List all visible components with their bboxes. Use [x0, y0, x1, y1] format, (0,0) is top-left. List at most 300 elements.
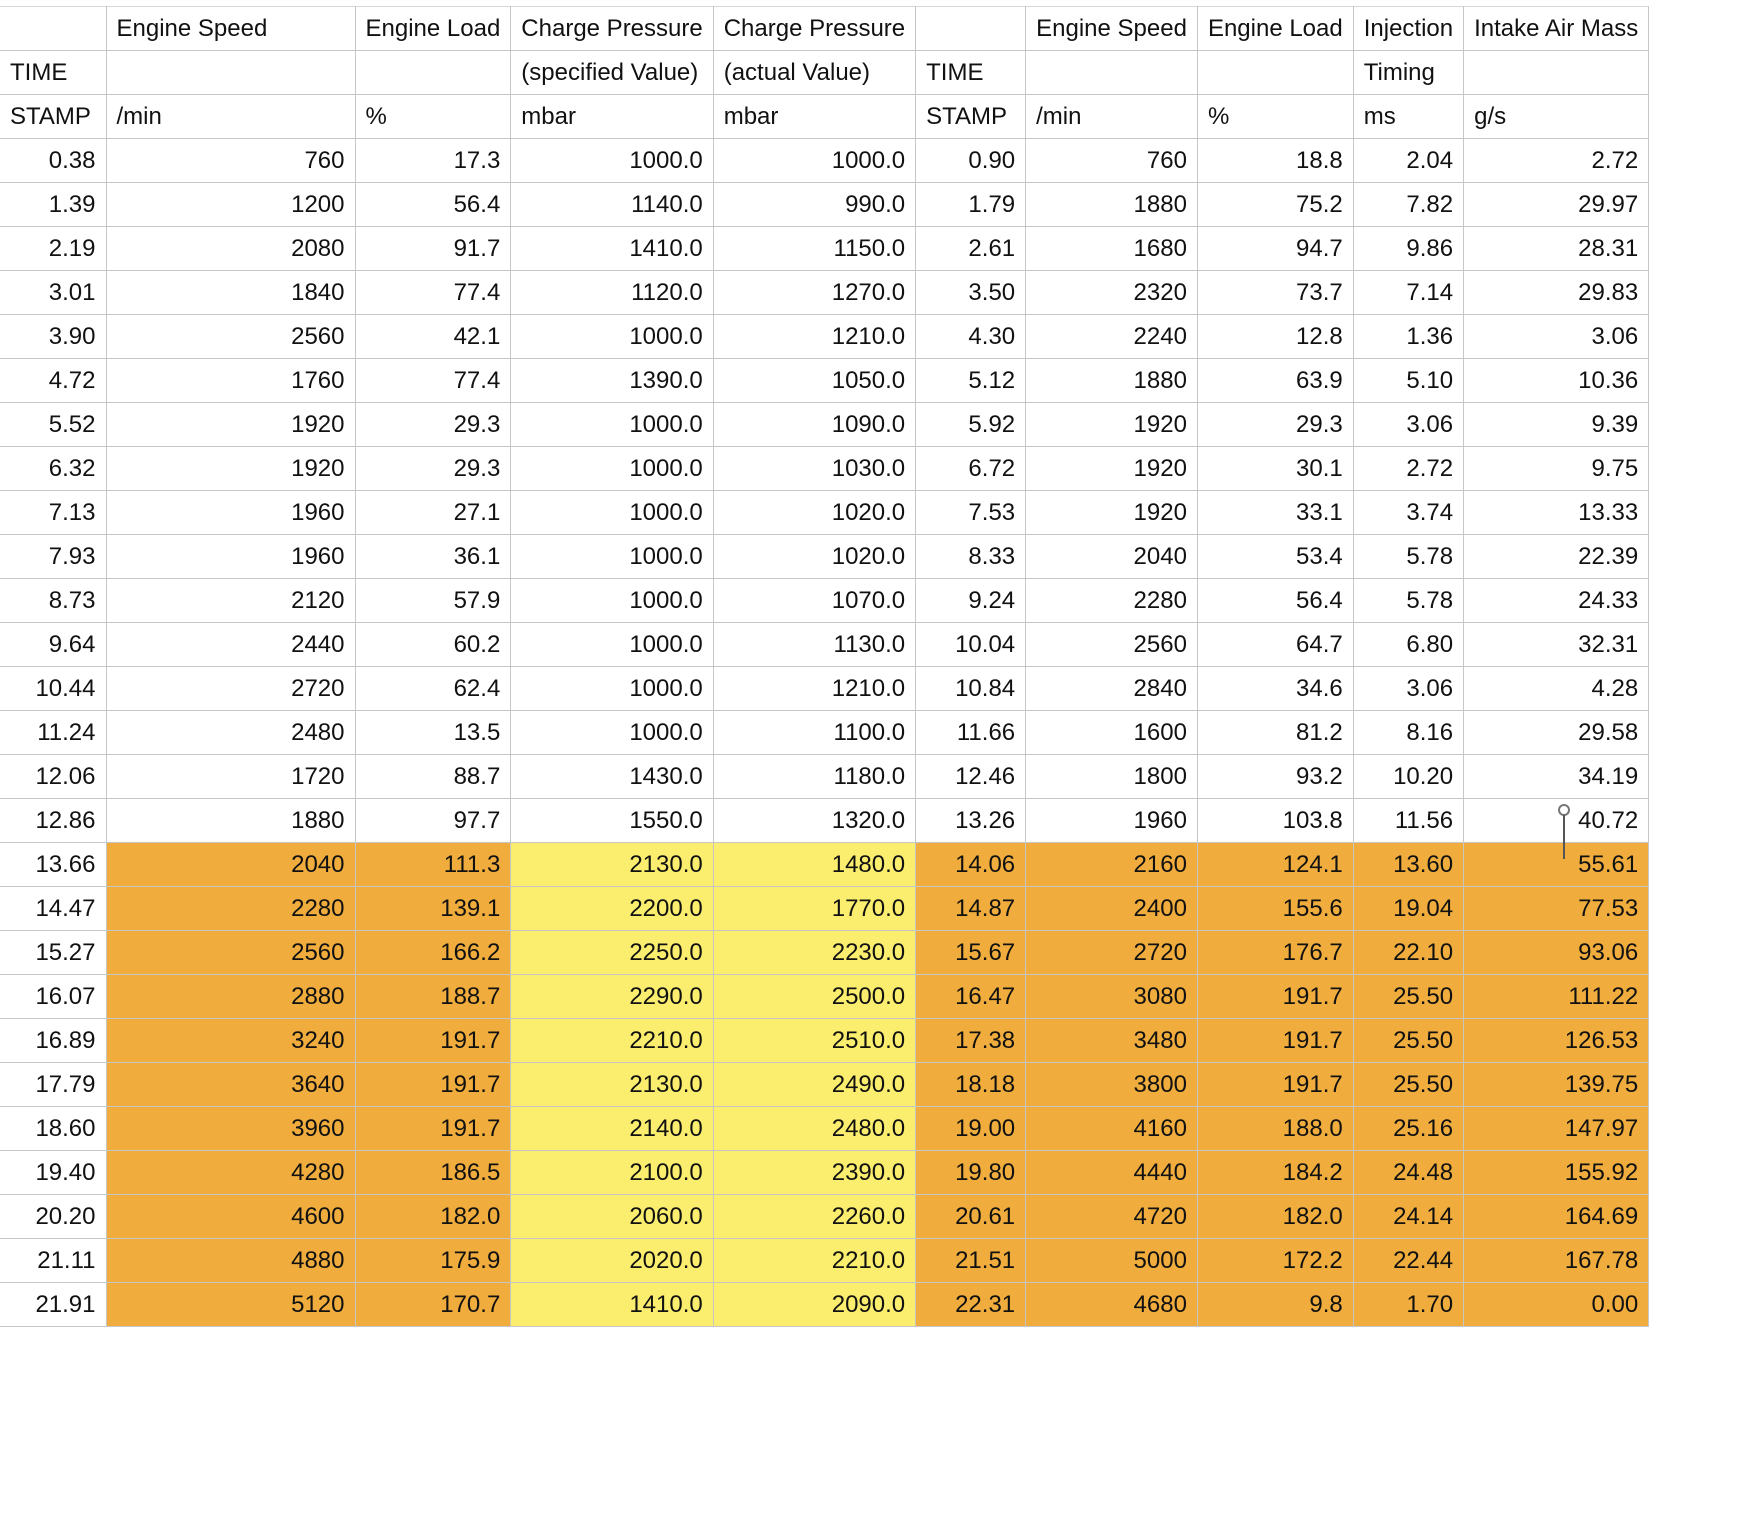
- data-cell[interactable]: 5120: [106, 1283, 355, 1327]
- data-cell[interactable]: 40.72: [1464, 799, 1649, 843]
- header-cell[interactable]: ms: [1353, 95, 1463, 139]
- data-cell[interactable]: 7.82: [1353, 183, 1463, 227]
- data-cell[interactable]: 2840: [1026, 667, 1198, 711]
- data-cell[interactable]: 14.06: [916, 843, 1026, 887]
- data-cell[interactable]: 25.50: [1353, 1019, 1463, 1063]
- data-cell[interactable]: 25.50: [1353, 1063, 1463, 1107]
- data-cell[interactable]: 15.27: [0, 931, 106, 975]
- data-cell[interactable]: 21.91: [0, 1283, 106, 1327]
- data-cell[interactable]: 6.72: [916, 447, 1026, 491]
- data-cell[interactable]: 2160: [1026, 843, 1198, 887]
- data-cell[interactable]: 97.7: [355, 799, 511, 843]
- data-cell[interactable]: 3800: [1026, 1063, 1198, 1107]
- data-cell[interactable]: 1920: [1026, 403, 1198, 447]
- data-cell[interactable]: 1000.0: [511, 667, 713, 711]
- data-cell[interactable]: 2390.0: [713, 1151, 915, 1195]
- data-cell[interactable]: 7.53: [916, 491, 1026, 535]
- header-cell[interactable]: [916, 7, 1026, 51]
- data-cell[interactable]: 77.4: [355, 359, 511, 403]
- data-cell[interactable]: 15.67: [916, 931, 1026, 975]
- data-cell[interactable]: 7.14: [1353, 271, 1463, 315]
- data-cell[interactable]: 2510.0: [713, 1019, 915, 1063]
- data-cell[interactable]: 5.78: [1353, 535, 1463, 579]
- data-cell[interactable]: 17.3: [355, 139, 511, 183]
- data-cell[interactable]: 1000.0: [511, 711, 713, 755]
- data-cell[interactable]: 1880: [1026, 359, 1198, 403]
- data-cell[interactable]: 4680: [1026, 1283, 1198, 1327]
- data-cell[interactable]: 191.7: [355, 1107, 511, 1151]
- data-cell[interactable]: 2280: [1026, 579, 1198, 623]
- data-cell[interactable]: 16.89: [0, 1019, 106, 1063]
- data-cell[interactable]: 13.66: [0, 843, 106, 887]
- data-cell[interactable]: 11.56: [1353, 799, 1463, 843]
- data-cell[interactable]: 124.1: [1197, 843, 1353, 887]
- header-cell[interactable]: TIME: [0, 51, 106, 95]
- data-cell[interactable]: 5.92: [916, 403, 1026, 447]
- data-cell[interactable]: 1150.0: [713, 227, 915, 271]
- data-cell[interactable]: 6.80: [1353, 623, 1463, 667]
- data-cell[interactable]: 21.11: [0, 1239, 106, 1283]
- header-cell[interactable]: Engine Speed: [1026, 7, 1198, 51]
- data-cell[interactable]: 2.04: [1353, 139, 1463, 183]
- data-cell[interactable]: 2130.0: [511, 1063, 713, 1107]
- data-cell[interactable]: 94.7: [1197, 227, 1353, 271]
- data-cell[interactable]: 1880: [106, 799, 355, 843]
- data-cell[interactable]: 2260.0: [713, 1195, 915, 1239]
- data-cell[interactable]: 155.92: [1464, 1151, 1649, 1195]
- data-cell[interactable]: 126.53: [1464, 1019, 1649, 1063]
- data-cell[interactable]: 1.36: [1353, 315, 1463, 359]
- data-cell[interactable]: 170.7: [355, 1283, 511, 1327]
- data-cell[interactable]: 9.24: [916, 579, 1026, 623]
- data-cell[interactable]: 17.79: [0, 1063, 106, 1107]
- data-cell[interactable]: 191.7: [355, 1019, 511, 1063]
- data-cell[interactable]: 8.33: [916, 535, 1026, 579]
- data-cell[interactable]: 1770.0: [713, 887, 915, 931]
- data-cell[interactable]: 2400: [1026, 887, 1198, 931]
- data-cell[interactable]: 75.2: [1197, 183, 1353, 227]
- data-cell[interactable]: 29.83: [1464, 271, 1649, 315]
- data-cell[interactable]: 1.39: [0, 183, 106, 227]
- data-cell[interactable]: 24.14: [1353, 1195, 1463, 1239]
- data-cell[interactable]: 147.97: [1464, 1107, 1649, 1151]
- data-cell[interactable]: 57.9: [355, 579, 511, 623]
- data-cell[interactable]: 1920: [1026, 447, 1198, 491]
- data-cell[interactable]: 24.48: [1353, 1151, 1463, 1195]
- data-cell[interactable]: 18.8: [1197, 139, 1353, 183]
- header-cell[interactable]: [355, 51, 511, 95]
- data-cell[interactable]: 1000.0: [511, 579, 713, 623]
- data-cell[interactable]: 5000: [1026, 1239, 1198, 1283]
- data-cell[interactable]: 73.7: [1197, 271, 1353, 315]
- data-cell[interactable]: 19.00: [916, 1107, 1026, 1151]
- data-cell[interactable]: 20.20: [0, 1195, 106, 1239]
- data-cell[interactable]: 1.79: [916, 183, 1026, 227]
- header-cell[interactable]: [106, 51, 355, 95]
- data-cell[interactable]: 4.72: [0, 359, 106, 403]
- data-cell[interactable]: 12.06: [0, 755, 106, 799]
- data-cell[interactable]: 4440: [1026, 1151, 1198, 1195]
- data-cell[interactable]: 25.16: [1353, 1107, 1463, 1151]
- data-cell[interactable]: 3.90: [0, 315, 106, 359]
- data-cell[interactable]: 4880: [106, 1239, 355, 1283]
- data-cell[interactable]: 1.70: [1353, 1283, 1463, 1327]
- data-cell[interactable]: 2120: [106, 579, 355, 623]
- data-cell[interactable]: 1920: [106, 447, 355, 491]
- data-cell[interactable]: 62.4: [355, 667, 511, 711]
- data-cell[interactable]: 16.07: [0, 975, 106, 1019]
- header-cell[interactable]: Engine Load: [1197, 7, 1353, 51]
- data-cell[interactable]: 172.2: [1197, 1239, 1353, 1283]
- data-cell[interactable]: 10.36: [1464, 359, 1649, 403]
- data-cell[interactable]: 2720: [1026, 931, 1198, 975]
- header-cell[interactable]: (specified Value): [511, 51, 713, 95]
- data-cell[interactable]: 10.84: [916, 667, 1026, 711]
- data-cell[interactable]: 4.28: [1464, 667, 1649, 711]
- data-cell[interactable]: 1000.0: [511, 535, 713, 579]
- data-cell[interactable]: 42.1: [355, 315, 511, 359]
- data-cell[interactable]: 1030.0: [713, 447, 915, 491]
- data-cell[interactable]: 13.26: [916, 799, 1026, 843]
- data-cell[interactable]: 9.8: [1197, 1283, 1353, 1327]
- data-cell[interactable]: 175.9: [355, 1239, 511, 1283]
- data-cell[interactable]: 3.01: [0, 271, 106, 315]
- data-cell[interactable]: 1920: [106, 403, 355, 447]
- data-cell[interactable]: 1840: [106, 271, 355, 315]
- data-cell[interactable]: 1550.0: [511, 799, 713, 843]
- data-cell[interactable]: 13.5: [355, 711, 511, 755]
- data-cell[interactable]: 2020.0: [511, 1239, 713, 1283]
- header-cell[interactable]: Engine Speed: [106, 7, 355, 51]
- data-cell[interactable]: 111.3: [355, 843, 511, 887]
- data-cell[interactable]: 4720: [1026, 1195, 1198, 1239]
- data-cell[interactable]: 36.1: [355, 535, 511, 579]
- data-cell[interactable]: 32.31: [1464, 623, 1649, 667]
- data-cell[interactable]: 1090.0: [713, 403, 915, 447]
- data-cell[interactable]: 2.19: [0, 227, 106, 271]
- data-cell[interactable]: 1960: [106, 491, 355, 535]
- data-cell[interactable]: 12.8: [1197, 315, 1353, 359]
- data-cell[interactable]: 1000.0: [511, 447, 713, 491]
- data-cell[interactable]: 760: [106, 139, 355, 183]
- data-cell[interactable]: 5.52: [0, 403, 106, 447]
- data-cell[interactable]: 1880: [1026, 183, 1198, 227]
- data-cell[interactable]: 1020.0: [713, 491, 915, 535]
- header-cell[interactable]: /min: [1026, 95, 1198, 139]
- data-cell[interactable]: 0.38: [0, 139, 106, 183]
- header-cell[interactable]: Charge Pressure: [713, 7, 915, 51]
- data-cell[interactable]: 2480.0: [713, 1107, 915, 1151]
- data-cell[interactable]: 1100.0: [713, 711, 915, 755]
- data-cell[interactable]: 139.75: [1464, 1063, 1649, 1107]
- header-cell[interactable]: Injection: [1353, 7, 1463, 51]
- data-cell[interactable]: 29.3: [355, 447, 511, 491]
- data-cell[interactable]: 4160: [1026, 1107, 1198, 1151]
- data-cell[interactable]: 29.3: [355, 403, 511, 447]
- data-cell[interactable]: 8.16: [1353, 711, 1463, 755]
- data-cell[interactable]: 5.12: [916, 359, 1026, 403]
- data-cell[interactable]: 77.53: [1464, 887, 1649, 931]
- data-cell[interactable]: 188.7: [355, 975, 511, 1019]
- data-cell[interactable]: 167.78: [1464, 1239, 1649, 1283]
- data-cell[interactable]: 22.10: [1353, 931, 1463, 975]
- data-cell[interactable]: 14.87: [916, 887, 1026, 931]
- header-cell[interactable]: (actual Value): [713, 51, 915, 95]
- data-cell[interactable]: 53.4: [1197, 535, 1353, 579]
- data-cell[interactable]: 10.04: [916, 623, 1026, 667]
- data-cell[interactable]: 24.33: [1464, 579, 1649, 623]
- data-cell[interactable]: 1920: [1026, 491, 1198, 535]
- data-cell[interactable]: 2.72: [1353, 447, 1463, 491]
- data-cell[interactable]: 22.44: [1353, 1239, 1463, 1283]
- data-cell[interactable]: 1430.0: [511, 755, 713, 799]
- data-cell[interactable]: 2320: [1026, 271, 1198, 315]
- data-cell[interactable]: 22.31: [916, 1283, 1026, 1327]
- data-cell[interactable]: 0.00: [1464, 1283, 1649, 1327]
- data-cell[interactable]: 12.46: [916, 755, 1026, 799]
- data-cell[interactable]: 1180.0: [713, 755, 915, 799]
- data-cell[interactable]: 2880: [106, 975, 355, 1019]
- data-cell[interactable]: 3240: [106, 1019, 355, 1063]
- data-cell[interactable]: 1760: [106, 359, 355, 403]
- spreadsheet-grid[interactable]: [0, 6, 1649, 1327]
- data-cell[interactable]: 13.60: [1353, 843, 1463, 887]
- header-cell[interactable]: [1197, 51, 1353, 95]
- data-cell[interactable]: 11.66: [916, 711, 1026, 755]
- data-cell[interactable]: 2290.0: [511, 975, 713, 1019]
- data-cell[interactable]: 29.97: [1464, 183, 1649, 227]
- data-cell[interactable]: 1680: [1026, 227, 1198, 271]
- data-cell[interactable]: 2210.0: [713, 1239, 915, 1283]
- data-cell[interactable]: 12.86: [0, 799, 106, 843]
- data-cell[interactable]: 55.61: [1464, 843, 1649, 887]
- header-cell[interactable]: mbar: [713, 95, 915, 139]
- data-cell[interactable]: 30.1: [1197, 447, 1353, 491]
- data-cell[interactable]: 191.7: [1197, 1063, 1353, 1107]
- data-cell[interactable]: 1960: [1026, 799, 1198, 843]
- data-cell[interactable]: 1720: [106, 755, 355, 799]
- data-cell[interactable]: 2100.0: [511, 1151, 713, 1195]
- data-cell[interactable]: 2.72: [1464, 139, 1649, 183]
- data-cell[interactable]: 2240: [1026, 315, 1198, 359]
- data-cell[interactable]: 3080: [1026, 975, 1198, 1019]
- data-cell[interactable]: 2200.0: [511, 887, 713, 931]
- data-cell[interactable]: 1120.0: [511, 271, 713, 315]
- data-cell[interactable]: 93.06: [1464, 931, 1649, 975]
- data-cell[interactable]: 184.2: [1197, 1151, 1353, 1195]
- data-cell[interactable]: 27.1: [355, 491, 511, 535]
- data-cell[interactable]: 2080: [106, 227, 355, 271]
- data-cell[interactable]: 1130.0: [713, 623, 915, 667]
- data-cell[interactable]: 2140.0: [511, 1107, 713, 1151]
- data-cell[interactable]: 1600: [1026, 711, 1198, 755]
- data-cell[interactable]: 34.6: [1197, 667, 1353, 711]
- data-cell[interactable]: 9.86: [1353, 227, 1463, 271]
- data-cell[interactable]: 9.75: [1464, 447, 1649, 491]
- data-cell[interactable]: 7.13: [0, 491, 106, 535]
- data-cell[interactable]: 29.58: [1464, 711, 1649, 755]
- data-cell[interactable]: 2440: [106, 623, 355, 667]
- data-cell[interactable]: 1270.0: [713, 271, 915, 315]
- data-cell[interactable]: 81.2: [1197, 711, 1353, 755]
- data-cell[interactable]: 166.2: [355, 931, 511, 975]
- data-cell[interactable]: 9.39: [1464, 403, 1649, 447]
- header-cell[interactable]: [1464, 51, 1649, 95]
- data-cell[interactable]: 103.8: [1197, 799, 1353, 843]
- data-cell[interactable]: 11.24: [0, 711, 106, 755]
- data-cell[interactable]: 17.38: [916, 1019, 1026, 1063]
- data-cell[interactable]: 3.74: [1353, 491, 1463, 535]
- data-cell[interactable]: 2560: [106, 931, 355, 975]
- data-cell[interactable]: 1000.0: [511, 403, 713, 447]
- data-cell[interactable]: 1000.0: [511, 491, 713, 535]
- data-cell[interactable]: 182.0: [355, 1195, 511, 1239]
- header-cell[interactable]: STAMP: [0, 95, 106, 139]
- data-cell[interactable]: 2060.0: [511, 1195, 713, 1239]
- data-cell[interactable]: 3.50: [916, 271, 1026, 315]
- data-cell[interactable]: 2090.0: [713, 1283, 915, 1327]
- data-cell[interactable]: 2210.0: [511, 1019, 713, 1063]
- data-cell[interactable]: 34.19: [1464, 755, 1649, 799]
- data-cell[interactable]: 3960: [106, 1107, 355, 1151]
- data-cell[interactable]: 28.31: [1464, 227, 1649, 271]
- data-cell[interactable]: 13.33: [1464, 491, 1649, 535]
- data-cell[interactable]: 9.64: [0, 623, 106, 667]
- data-cell[interactable]: 1000.0: [713, 139, 915, 183]
- data-cell[interactable]: 8.73: [0, 579, 106, 623]
- data-cell[interactable]: 1800: [1026, 755, 1198, 799]
- data-cell[interactable]: 182.0: [1197, 1195, 1353, 1239]
- data-cell[interactable]: 10.20: [1353, 755, 1463, 799]
- data-cell[interactable]: 1210.0: [713, 315, 915, 359]
- header-cell[interactable]: STAMP: [916, 95, 1026, 139]
- data-cell[interactable]: 2500.0: [713, 975, 915, 1019]
- data-cell[interactable]: 93.2: [1197, 755, 1353, 799]
- data-cell[interactable]: 2.61: [916, 227, 1026, 271]
- header-cell[interactable]: Timing: [1353, 51, 1463, 95]
- data-cell[interactable]: 155.6: [1197, 887, 1353, 931]
- data-cell[interactable]: 3480: [1026, 1019, 1198, 1063]
- data-cell[interactable]: 22.39: [1464, 535, 1649, 579]
- data-cell[interactable]: 191.7: [1197, 975, 1353, 1019]
- data-cell[interactable]: 1000.0: [511, 623, 713, 667]
- data-cell[interactable]: 6.32: [0, 447, 106, 491]
- data-cell[interactable]: 1410.0: [511, 1283, 713, 1327]
- data-cell[interactable]: 1000.0: [511, 139, 713, 183]
- data-cell[interactable]: 91.7: [355, 227, 511, 271]
- data-cell[interactable]: 2720: [106, 667, 355, 711]
- data-cell[interactable]: 1210.0: [713, 667, 915, 711]
- data-cell[interactable]: 186.5: [355, 1151, 511, 1195]
- data-cell[interactable]: 20.61: [916, 1195, 1026, 1239]
- data-cell[interactable]: 2280: [106, 887, 355, 931]
- data-cell[interactable]: 1480.0: [713, 843, 915, 887]
- data-cell[interactable]: 60.2: [355, 623, 511, 667]
- header-cell[interactable]: %: [355, 95, 511, 139]
- data-cell[interactable]: 64.7: [1197, 623, 1353, 667]
- data-cell[interactable]: 5.10: [1353, 359, 1463, 403]
- data-cell[interactable]: 56.4: [1197, 579, 1353, 623]
- data-cell[interactable]: 2230.0: [713, 931, 915, 975]
- header-cell[interactable]: [1026, 51, 1198, 95]
- data-cell[interactable]: 1410.0: [511, 227, 713, 271]
- data-cell[interactable]: 2040: [1026, 535, 1198, 579]
- header-cell[interactable]: TIME: [916, 51, 1026, 95]
- data-cell[interactable]: 1200: [106, 183, 355, 227]
- data-cell[interactable]: 2560: [1026, 623, 1198, 667]
- header-cell[interactable]: /min: [106, 95, 355, 139]
- header-cell[interactable]: Charge Pressure: [511, 7, 713, 51]
- data-cell[interactable]: 7.93: [0, 535, 106, 579]
- data-cell[interactable]: 29.3: [1197, 403, 1353, 447]
- data-cell[interactable]: 16.47: [916, 975, 1026, 1019]
- data-cell[interactable]: 191.7: [1197, 1019, 1353, 1063]
- data-cell[interactable]: 3640: [106, 1063, 355, 1107]
- data-cell[interactable]: 19.04: [1353, 887, 1463, 931]
- data-cell[interactable]: 164.69: [1464, 1195, 1649, 1239]
- header-cell[interactable]: Engine Load: [355, 7, 511, 51]
- data-cell[interactable]: 2040: [106, 843, 355, 887]
- data-cell[interactable]: 2480: [106, 711, 355, 755]
- data-cell[interactable]: 19.80: [916, 1151, 1026, 1195]
- data-cell[interactable]: 77.4: [355, 271, 511, 315]
- data-cell[interactable]: 4600: [106, 1195, 355, 1239]
- data-cell[interactable]: 2560: [106, 315, 355, 359]
- data-cell[interactable]: 33.1: [1197, 491, 1353, 535]
- data-cell[interactable]: 191.7: [355, 1063, 511, 1107]
- data-cell[interactable]: 139.1: [355, 887, 511, 931]
- data-cell[interactable]: 3.06: [1464, 315, 1649, 359]
- data-cell[interactable]: 1000.0: [511, 315, 713, 359]
- data-cell[interactable]: 1320.0: [713, 799, 915, 843]
- header-cell[interactable]: [0, 7, 106, 51]
- data-cell[interactable]: 1050.0: [713, 359, 915, 403]
- data-cell[interactable]: 188.0: [1197, 1107, 1353, 1151]
- header-cell[interactable]: Intake Air Mass: [1464, 7, 1649, 51]
- data-cell[interactable]: 1020.0: [713, 535, 915, 579]
- data-cell[interactable]: 2130.0: [511, 843, 713, 887]
- data-cell[interactable]: 1960: [106, 535, 355, 579]
- data-cell[interactable]: 176.7: [1197, 931, 1353, 975]
- data-cell[interactable]: 18.60: [0, 1107, 106, 1151]
- data-cell[interactable]: 56.4: [355, 183, 511, 227]
- data-cell[interactable]: 4280: [106, 1151, 355, 1195]
- header-cell[interactable]: g/s: [1464, 95, 1649, 139]
- data-cell[interactable]: 1140.0: [511, 183, 713, 227]
- data-cell[interactable]: 19.40: [0, 1151, 106, 1195]
- data-cell[interactable]: 760: [1026, 139, 1198, 183]
- header-cell[interactable]: %: [1197, 95, 1353, 139]
- data-cell[interactable]: 990.0: [713, 183, 915, 227]
- data-cell[interactable]: 5.78: [1353, 579, 1463, 623]
- data-cell[interactable]: 4.30: [916, 315, 1026, 359]
- data-cell[interactable]: 2250.0: [511, 931, 713, 975]
- data-cell[interactable]: 88.7: [355, 755, 511, 799]
- header-cell[interactable]: mbar: [511, 95, 713, 139]
- data-cell[interactable]: 63.9: [1197, 359, 1353, 403]
- data-cell[interactable]: 21.51: [916, 1239, 1026, 1283]
- data-cell[interactable]: 1070.0: [713, 579, 915, 623]
- data-cell[interactable]: 3.06: [1353, 667, 1463, 711]
- data-cell[interactable]: 0.90: [916, 139, 1026, 183]
- data-cell[interactable]: 10.44: [0, 667, 106, 711]
- data-cell[interactable]: 3.06: [1353, 403, 1463, 447]
- data-cell[interactable]: 2490.0: [713, 1063, 915, 1107]
- data-cell[interactable]: 14.47: [0, 887, 106, 931]
- data-cell[interactable]: 111.22: [1464, 975, 1649, 1019]
- data-cell[interactable]: 25.50: [1353, 975, 1463, 1019]
- data-cell[interactable]: 18.18: [916, 1063, 1026, 1107]
